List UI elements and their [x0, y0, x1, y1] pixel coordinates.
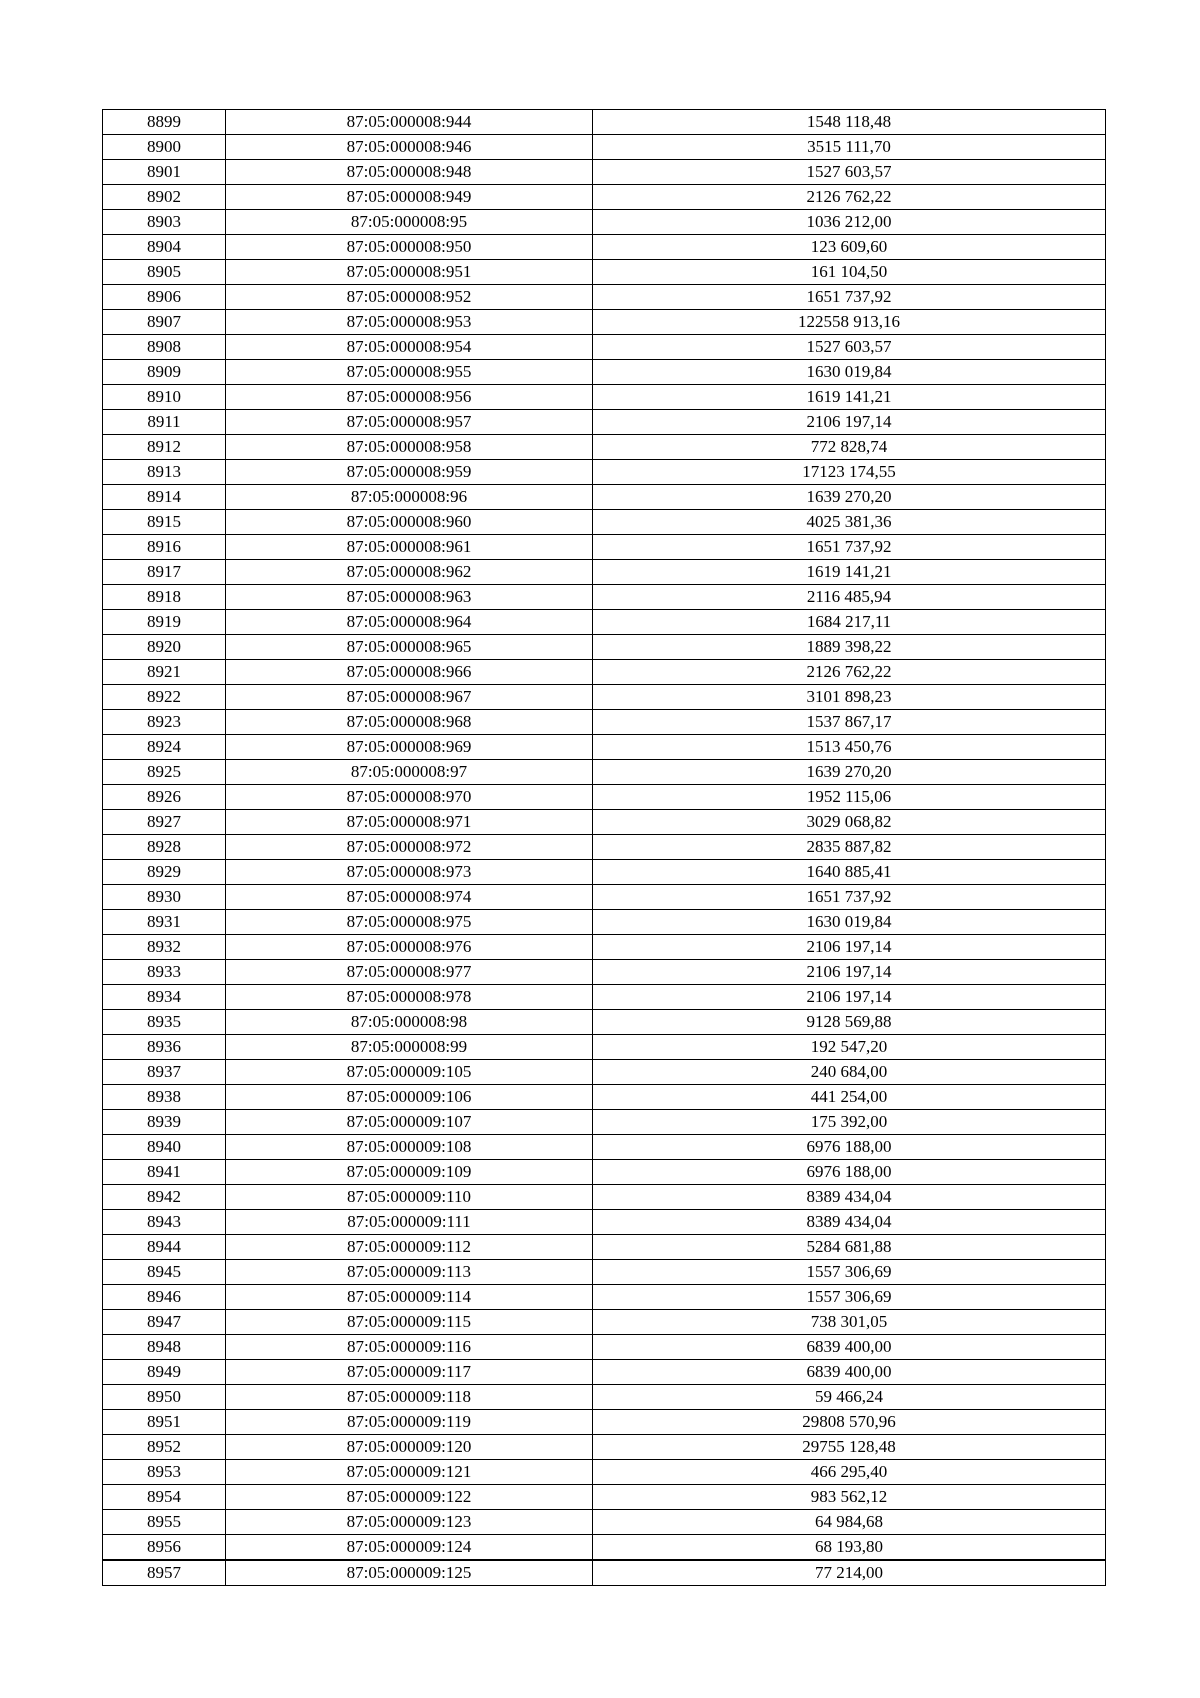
value-cell: 1537 867,17 [593, 710, 1106, 735]
value-cell: 6839 400,00 [593, 1335, 1106, 1360]
table-row [103, 935, 1106, 960]
value-cell: 3101 898,23 [593, 685, 1106, 710]
row-number-cell: 8906 [103, 285, 226, 310]
row-number-cell: 8932 [103, 935, 226, 960]
value-cell: 2106 197,14 [593, 960, 1106, 985]
value-cell: 1639 270,20 [593, 760, 1106, 785]
value-cell: 8389 434,04 [593, 1210, 1106, 1235]
value-cell: 1639 270,20 [593, 485, 1106, 510]
table-row [103, 985, 1106, 1010]
row-number-cell: 8948 [103, 1335, 226, 1360]
cadastral-number-cell: 87:05:000008:968 [226, 710, 593, 735]
cadastral-number-cell: 87:05:000009:114 [226, 1285, 593, 1310]
table-row [103, 1285, 1106, 1310]
table-row [103, 1460, 1106, 1485]
value-cell: 441 254,00 [593, 1085, 1106, 1110]
row-number-cell: 8937 [103, 1060, 226, 1085]
value-cell: 77 214,00 [593, 1560, 1106, 1586]
table-row [103, 110, 1106, 135]
table-row [103, 1360, 1106, 1385]
cadastral-number-cell: 87:05:000008:97 [226, 760, 593, 785]
table-row [103, 235, 1106, 260]
cadastral-number-cell: 87:05:000009:120 [226, 1435, 593, 1460]
table-row [103, 1535, 1106, 1561]
value-cell: 161 104,50 [593, 260, 1106, 285]
value-cell: 123 609,60 [593, 235, 1106, 260]
value-cell: 4025 381,36 [593, 510, 1106, 535]
table-row [103, 1060, 1106, 1085]
row-number-cell: 8903 [103, 210, 226, 235]
cadastral-number-cell: 87:05:000008:964 [226, 610, 593, 635]
cadastral-number-cell: 87:05:000008:966 [226, 660, 593, 685]
cadastral-number-cell: 87:05:000008:956 [226, 385, 593, 410]
table-row [103, 1485, 1106, 1510]
value-cell: 1527 603,57 [593, 335, 1106, 360]
value-cell: 175 392,00 [593, 1110, 1106, 1135]
value-cell: 1630 019,84 [593, 910, 1106, 935]
value-cell: 29808 570,96 [593, 1410, 1106, 1435]
row-number-cell: 8914 [103, 485, 226, 510]
row-number-cell: 8911 [103, 410, 226, 435]
table-row [103, 1135, 1106, 1160]
cadastral-number-cell: 87:05:000008:946 [226, 135, 593, 160]
value-cell: 3029 068,82 [593, 810, 1106, 835]
value-cell: 1889 398,22 [593, 635, 1106, 660]
cadastral-number-cell: 87:05:000009:109 [226, 1160, 593, 1185]
row-number-cell: 8925 [103, 760, 226, 785]
value-cell: 6976 188,00 [593, 1135, 1106, 1160]
cadastral-number-cell: 87:05:000008:944 [226, 110, 593, 135]
row-number-cell: 8938 [103, 1085, 226, 1110]
cadastral-number-cell: 87:05:000008:98 [226, 1010, 593, 1035]
cadastral-number-cell: 87:05:000008:959 [226, 460, 593, 485]
value-cell: 17123 174,55 [593, 460, 1106, 485]
row-number-cell: 8917 [103, 560, 226, 585]
value-cell: 8389 434,04 [593, 1185, 1106, 1210]
row-number-cell: 8900 [103, 135, 226, 160]
row-number-cell: 8940 [103, 1135, 226, 1160]
table-row [103, 960, 1106, 985]
data-table [102, 109, 1106, 1586]
value-cell: 6976 188,00 [593, 1160, 1106, 1185]
cadastral-number-cell: 87:05:000009:111 [226, 1210, 593, 1235]
row-number-cell: 8941 [103, 1160, 226, 1185]
value-cell: 2116 485,94 [593, 585, 1106, 610]
table-row [103, 1410, 1106, 1435]
table-row [103, 610, 1106, 635]
row-number-cell: 8929 [103, 860, 226, 885]
cadastral-number-cell: 87:05:000009:116 [226, 1335, 593, 1360]
cadastral-number-cell: 87:05:000009:113 [226, 1260, 593, 1285]
table-row [103, 1510, 1106, 1535]
cadastral-number-cell: 87:05:000009:119 [226, 1410, 593, 1435]
value-cell: 5284 681,88 [593, 1235, 1106, 1260]
table-row [103, 1160, 1106, 1185]
value-cell: 1619 141,21 [593, 385, 1106, 410]
cadastral-number-cell: 87:05:000008:975 [226, 910, 593, 935]
row-number-cell: 8913 [103, 460, 226, 485]
table-row [103, 810, 1106, 835]
cadastral-number-cell: 87:05:000008:951 [226, 260, 593, 285]
row-number-cell: 8924 [103, 735, 226, 760]
cadastral-number-cell: 87:05:000009:122 [226, 1485, 593, 1510]
table-body [103, 110, 1106, 1586]
table-row [103, 860, 1106, 885]
table-row [103, 785, 1106, 810]
row-number-cell: 8950 [103, 1385, 226, 1410]
table-row [103, 160, 1106, 185]
table-row [103, 460, 1106, 485]
table-row [103, 1235, 1106, 1260]
table-row [103, 535, 1106, 560]
row-number-cell: 8957 [103, 1560, 226, 1586]
value-cell: 1619 141,21 [593, 560, 1106, 585]
table-row [103, 385, 1106, 410]
cadastral-number-cell: 87:05:000008:973 [226, 860, 593, 885]
value-cell: 68 193,80 [593, 1535, 1106, 1561]
value-cell: 1640 885,41 [593, 860, 1106, 885]
cadastral-number-cell: 87:05:000008:967 [226, 685, 593, 710]
row-number-cell: 8935 [103, 1010, 226, 1035]
row-number-cell: 8926 [103, 785, 226, 810]
row-number-cell: 8908 [103, 335, 226, 360]
value-cell: 1527 603,57 [593, 160, 1106, 185]
table-row [103, 585, 1106, 610]
value-cell: 1557 306,69 [593, 1285, 1106, 1310]
cadastral-number-cell: 87:05:000009:121 [226, 1460, 593, 1485]
value-cell: 2106 197,14 [593, 985, 1106, 1010]
value-cell: 1684 217,11 [593, 610, 1106, 635]
row-number-cell: 8902 [103, 185, 226, 210]
cadastral-number-cell: 87:05:000008:972 [226, 835, 593, 860]
value-cell: 240 684,00 [593, 1060, 1106, 1085]
value-cell: 738 301,05 [593, 1310, 1106, 1335]
cadastral-number-cell: 87:05:000008:957 [226, 410, 593, 435]
value-cell: 1630 019,84 [593, 360, 1106, 385]
row-number-cell: 8916 [103, 535, 226, 560]
cadastral-number-cell: 87:05:000008:953 [226, 310, 593, 335]
cadastral-number-cell: 87:05:000009:106 [226, 1085, 593, 1110]
row-number-cell: 8939 [103, 1110, 226, 1135]
row-number-cell: 8930 [103, 885, 226, 910]
table-row [103, 310, 1106, 335]
table-row [103, 1385, 1106, 1410]
row-number-cell: 8934 [103, 985, 226, 1010]
cadastral-number-cell: 87:05:000008:977 [226, 960, 593, 985]
table-row [103, 285, 1106, 310]
cadastral-number-cell: 87:05:000008:969 [226, 735, 593, 760]
table-row [103, 260, 1106, 285]
table-row [103, 1010, 1106, 1035]
value-cell: 6839 400,00 [593, 1360, 1106, 1385]
value-cell: 2106 197,14 [593, 410, 1106, 435]
table-row [103, 560, 1106, 585]
row-number-cell: 8919 [103, 610, 226, 635]
row-number-cell: 8943 [103, 1210, 226, 1235]
table-row [103, 1185, 1106, 1210]
row-number-cell: 8909 [103, 360, 226, 385]
cadastral-number-cell: 87:05:000008:963 [226, 585, 593, 610]
row-number-cell: 8905 [103, 260, 226, 285]
cadastral-number-cell: 87:05:000008:978 [226, 985, 593, 1010]
value-cell: 64 984,68 [593, 1510, 1106, 1535]
cadastral-number-cell: 87:05:000008:970 [226, 785, 593, 810]
cadastral-number-cell: 87:05:000008:976 [226, 935, 593, 960]
row-number-cell: 8928 [103, 835, 226, 860]
value-cell: 3515 111,70 [593, 135, 1106, 160]
table-row [103, 910, 1106, 935]
table-row [103, 1085, 1106, 1110]
cadastral-number-cell: 87:05:000009:112 [226, 1235, 593, 1260]
row-number-cell: 8904 [103, 235, 226, 260]
table-row [103, 485, 1106, 510]
cadastral-number-cell: 87:05:000008:948 [226, 160, 593, 185]
cadastral-number-cell: 87:05:000008:955 [226, 360, 593, 385]
row-number-cell: 8953 [103, 1460, 226, 1485]
row-number-cell: 8956 [103, 1535, 226, 1561]
value-cell: 1651 737,92 [593, 285, 1106, 310]
row-number-cell: 8951 [103, 1410, 226, 1435]
row-number-cell: 8942 [103, 1185, 226, 1210]
cadastral-number-cell: 87:05:000009:110 [226, 1185, 593, 1210]
cadastral-number-cell: 87:05:000008:961 [226, 535, 593, 560]
table-row [103, 185, 1106, 210]
table-row [103, 435, 1106, 460]
value-cell: 122558 913,16 [593, 310, 1106, 335]
table-row [103, 885, 1106, 910]
row-number-cell: 8912 [103, 435, 226, 460]
row-number-cell: 8945 [103, 1260, 226, 1285]
value-cell: 1548 118,48 [593, 110, 1106, 135]
value-cell: 1952 115,06 [593, 785, 1106, 810]
row-number-cell: 8954 [103, 1485, 226, 1510]
table-row [103, 635, 1106, 660]
cadastral-number-cell: 87:05:000009:123 [226, 1510, 593, 1535]
table-row [103, 1435, 1106, 1460]
row-number-cell: 8923 [103, 710, 226, 735]
cadastral-number-cell: 87:05:000009:108 [226, 1135, 593, 1160]
cadastral-number-cell: 87:05:000009:117 [226, 1360, 593, 1385]
row-number-cell: 8927 [103, 810, 226, 835]
row-number-cell: 8952 [103, 1435, 226, 1460]
row-number-cell: 8933 [103, 960, 226, 985]
table-row [103, 1260, 1106, 1285]
row-number-cell: 8910 [103, 385, 226, 410]
row-number-cell: 8915 [103, 510, 226, 535]
row-number-cell: 8921 [103, 660, 226, 685]
table-row [103, 1560, 1106, 1586]
table-row [103, 1210, 1106, 1235]
cadastral-number-cell: 87:05:000008:965 [226, 635, 593, 660]
table-row [103, 1335, 1106, 1360]
row-number-cell: 8899 [103, 110, 226, 135]
row-number-cell: 8946 [103, 1285, 226, 1310]
cadastral-number-cell: 87:05:000009:107 [226, 1110, 593, 1135]
table-row [103, 410, 1106, 435]
table-row [103, 710, 1106, 735]
cadastral-number-cell: 87:05:000008:960 [226, 510, 593, 535]
table-row [103, 660, 1106, 685]
cadastral-number-cell: 87:05:000009:118 [226, 1385, 593, 1410]
cadastral-number-cell: 87:05:000008:99 [226, 1035, 593, 1060]
value-cell: 2126 762,22 [593, 660, 1106, 685]
row-number-cell: 8920 [103, 635, 226, 660]
cadastral-number-cell: 87:05:000008:952 [226, 285, 593, 310]
row-number-cell: 8918 [103, 585, 226, 610]
table-row [103, 510, 1106, 535]
table-row [103, 135, 1106, 160]
value-cell: 1651 737,92 [593, 885, 1106, 910]
row-number-cell: 8944 [103, 1235, 226, 1260]
row-number-cell: 8901 [103, 160, 226, 185]
value-cell: 1557 306,69 [593, 1260, 1106, 1285]
value-cell: 983 562,12 [593, 1485, 1106, 1510]
cadastral-number-cell: 87:05:000008:95 [226, 210, 593, 235]
value-cell: 2835 887,82 [593, 835, 1106, 860]
value-cell: 2106 197,14 [593, 935, 1106, 960]
value-cell: 9128 569,88 [593, 1010, 1106, 1035]
table-row [103, 335, 1106, 360]
cadastral-number-cell: 87:05:000009:105 [226, 1060, 593, 1085]
table-row [103, 210, 1106, 235]
row-number-cell: 8922 [103, 685, 226, 710]
value-cell: 29755 128,48 [593, 1435, 1106, 1460]
table-row [103, 1310, 1106, 1335]
value-cell: 772 828,74 [593, 435, 1106, 460]
cadastral-number-cell: 87:05:000009:124 [226, 1535, 593, 1561]
cadastral-number-cell: 87:05:000009:115 [226, 1310, 593, 1335]
cadastral-number-cell: 87:05:000008:954 [226, 335, 593, 360]
cadastral-number-cell: 87:05:000008:950 [226, 235, 593, 260]
cadastral-number-cell: 87:05:000008:971 [226, 810, 593, 835]
value-cell: 192 547,20 [593, 1035, 1106, 1060]
row-number-cell: 8907 [103, 310, 226, 335]
value-cell: 1513 450,76 [593, 735, 1106, 760]
row-number-cell: 8955 [103, 1510, 226, 1535]
table-row [103, 735, 1106, 760]
row-number-cell: 8936 [103, 1035, 226, 1060]
cadastral-number-cell: 87:05:000008:949 [226, 185, 593, 210]
row-number-cell: 8949 [103, 1360, 226, 1385]
table-row [103, 1110, 1106, 1135]
value-cell: 1036 212,00 [593, 210, 1106, 235]
table-row [103, 760, 1106, 785]
value-cell: 59 466,24 [593, 1385, 1106, 1410]
value-cell: 1651 737,92 [593, 535, 1106, 560]
table-row [103, 835, 1106, 860]
cadastral-number-cell: 87:05:000008:958 [226, 435, 593, 460]
cadastral-number-cell: 87:05:000008:962 [226, 560, 593, 585]
table-row [103, 1035, 1106, 1060]
cadastral-number-cell: 87:05:000008:96 [226, 485, 593, 510]
row-number-cell: 8931 [103, 910, 226, 935]
row-number-cell: 8947 [103, 1310, 226, 1335]
value-cell: 466 295,40 [593, 1460, 1106, 1485]
table-row [103, 685, 1106, 710]
cadastral-number-cell: 87:05:000008:974 [226, 885, 593, 910]
cadastral-number-cell: 87:05:000009:125 [226, 1560, 593, 1586]
table-row [103, 360, 1106, 385]
value-cell: 2126 762,22 [593, 185, 1106, 210]
